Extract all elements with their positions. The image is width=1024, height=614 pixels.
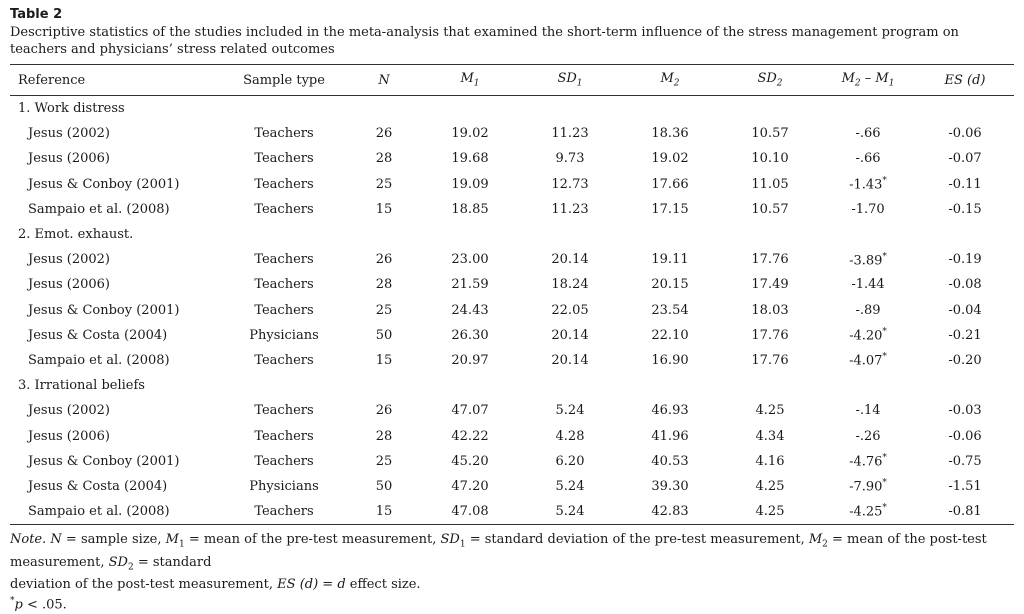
cell-effect-size: -0.07	[948, 151, 982, 167]
cell-n: 25	[375, 453, 393, 469]
cell-m1: 42.22	[451, 428, 489, 444]
table-body	[10, 96, 1014, 525]
cell-m2: 19.11	[651, 252, 689, 268]
cell-sd1: 5.24	[555, 478, 585, 494]
header-m1: $M_1$	[420, 65, 520, 96]
cell-effect-size: -1.51	[948, 478, 982, 494]
cell-effect-size: -0.75	[948, 453, 982, 469]
cell-effect-size: -0.08	[948, 277, 982, 293]
cell-effect-size: -0.20	[948, 352, 982, 368]
cell-reference: Jesus & Conboy (2001)	[28, 302, 180, 318]
table-row	[10, 348, 1014, 373]
cell-effect-size: -0.06	[948, 428, 982, 444]
cell-sd2: 4.25	[755, 478, 785, 494]
cell-sd1: 20.14	[551, 252, 589, 268]
cell-sd2: 11.05	[751, 176, 789, 192]
cell-sd2: 17.49	[751, 277, 789, 293]
cell-m1: 19.09	[451, 176, 489, 192]
cell-sample-type: Teachers	[254, 302, 314, 318]
section-header-row	[10, 96, 1014, 122]
cell-reference: Sampaio et al. (2008)	[10, 499, 220, 525]
cell-sample-type: Teachers	[254, 453, 314, 469]
table-row	[10, 449, 1014, 474]
cell-reference: Sampaio et al. (2008)	[28, 201, 170, 217]
cell-reference: Jesus (2006)	[28, 151, 110, 167]
cell-m1: 18.85	[451, 201, 489, 217]
statistics-table	[10, 64, 1014, 525]
table-row	[10, 323, 1014, 348]
cell-m1: 24.43	[451, 302, 489, 318]
section-title: 1. Work distress	[18, 101, 125, 117]
table-row	[10, 247, 1014, 272]
cell-sd2: 4.25	[720, 499, 820, 525]
cell-m2: 18.36	[651, 126, 689, 142]
cell-m2-minus-m1: -4.76*	[849, 453, 887, 470]
significance-note: *p < .05.	[10, 596, 67, 613]
header-m2-minus-m1: $M_2 - M_1$	[820, 65, 916, 96]
cell-sd1: 11.23	[551, 201, 589, 217]
cell-sample-type: Teachers	[220, 499, 348, 525]
cell-sample-type: Teachers	[254, 176, 314, 192]
cell-m2-minus-m1: -.66	[855, 126, 881, 142]
note-line-1: Note. N = sample size, $M_1$ = mean of the pre-test measurement, $SD_1$ = standard deviation of the pre-test measurement, $M_2$ = mean of the post-test measurement, $SD_2$ = standard	[10, 532, 987, 573]
cell-sd1: 6.20	[555, 453, 585, 469]
cell-m2-minus-m1: -1.70	[851, 201, 885, 217]
cell-reference: Jesus & Costa (2004)	[28, 478, 168, 494]
cell-sample-type: Teachers	[254, 277, 314, 293]
cell-n: 28	[375, 151, 393, 167]
cell-effect-size: -0.04	[948, 302, 982, 318]
cell-m2: 17.66	[651, 176, 689, 192]
table-row	[10, 298, 1014, 323]
cell-m2-minus-m1: -.14	[855, 403, 881, 419]
table-label: Table 2	[10, 7, 63, 22]
cell-m2: 22.10	[651, 327, 689, 343]
cell-sd1: 20.14	[551, 327, 589, 343]
table-caption	[10, 6, 1014, 58]
table-row	[10, 272, 1014, 297]
cell-n: 15	[375, 201, 393, 217]
cell-n: 26	[375, 252, 393, 268]
cell-n: 28	[375, 428, 393, 444]
cell-m2: 23.54	[651, 302, 689, 318]
cell-sd2: 4.25	[755, 403, 785, 419]
cell-n: 50	[375, 327, 393, 343]
cell-m2-minus-m1: -3.89*	[849, 251, 887, 268]
cell-effect-size: -0.11	[948, 176, 982, 192]
cell-n: 15	[348, 499, 420, 525]
cell-reference: Sampaio et al. (2008)	[28, 352, 170, 368]
cell-m1: 23.00	[451, 252, 489, 268]
table-row	[10, 499, 1014, 525]
cell-m2-minus-m1: -1.43*	[849, 175, 887, 193]
header-row	[10, 65, 1014, 96]
cell-sd1: 18.24	[551, 277, 589, 293]
section-header-row	[10, 373, 1014, 398]
cell-m1: 19.68	[451, 151, 489, 167]
cell-m2: 17.15	[651, 201, 689, 217]
cell-sd2: 17.76	[751, 252, 789, 268]
cell-m1: 47.08	[420, 499, 520, 525]
cell-sd1: 9.73	[555, 151, 585, 167]
section-title: 3. Irrational beliefs	[18, 378, 145, 394]
table-row	[10, 423, 1014, 448]
cell-sample-type: Teachers	[254, 151, 314, 167]
section-header-row	[10, 222, 1014, 247]
cell-sample-type: Teachers	[254, 126, 314, 142]
cell-sample-type: Teachers	[254, 201, 314, 217]
cell-sd1: 5.24	[520, 499, 620, 525]
cell-m2: 46.93	[651, 403, 689, 419]
cell-n: 26	[375, 126, 393, 142]
header-m2: $M_2$	[620, 65, 720, 96]
cell-reference: Jesus & Costa (2004)	[28, 327, 168, 343]
cell-m1: 47.07	[451, 403, 489, 419]
cell-sample-type: Physicians	[249, 327, 319, 343]
cell-n: 50	[375, 478, 393, 494]
table-row	[10, 398, 1014, 423]
cell-m2-minus-m1: -.66	[855, 151, 881, 167]
section-title: 2. Emot. exhaust.	[18, 227, 134, 243]
cell-n: 25	[375, 176, 393, 192]
cell-sample-type: Teachers	[254, 352, 314, 368]
cell-sd2: 4.16	[755, 453, 785, 469]
cell-effect-size: -0.06	[948, 126, 982, 142]
cell-sd1: 4.28	[555, 428, 585, 444]
header-sd2: $SD_2$	[720, 65, 820, 96]
header-reference: Reference	[10, 65, 220, 96]
table-row	[10, 474, 1014, 499]
cell-n: 15	[375, 352, 393, 368]
header-effect-size: ES (d)	[916, 65, 1014, 96]
cell-sample-type: Teachers	[254, 428, 314, 444]
cell-m2: 40.53	[651, 453, 689, 469]
note-line-2: deviation of the post-test measurement, ES (d) = d effect size.	[10, 577, 421, 593]
cell-sd1: 11.23	[551, 126, 589, 142]
cell-sd1: 5.24	[555, 403, 585, 419]
cell-reference: Jesus & Conboy (2001)	[28, 176, 180, 192]
cell-sd2: 17.76	[751, 352, 789, 368]
cell-reference: Jesus & Conboy (2001)	[28, 453, 180, 469]
cell-m2-minus-m1: -1.44	[851, 277, 885, 293]
cell-sd2: 17.76	[751, 327, 789, 343]
cell-reference: Jesus (2002)	[28, 252, 110, 268]
cell-sample-type: Physicians	[249, 478, 319, 494]
header-n: N	[348, 65, 420, 96]
cell-reference: Jesus (2002)	[28, 126, 110, 142]
cell-m2-minus-m1: -.89	[855, 302, 881, 318]
cell-sd2: 10.10	[751, 151, 789, 167]
cell-m1: 21.59	[451, 277, 489, 293]
table-title: Descriptive statistics of the studies included in the meta-analysis that examined the short-term influence of the stress management program on teachers and physicians’ stress related outcomes	[10, 25, 959, 57]
cell-sd1: 12.73	[551, 176, 589, 192]
cell-m1: 45.20	[451, 453, 489, 469]
cell-sd1: 20.14	[551, 352, 589, 368]
cell-effect-size: -0.81	[916, 499, 1014, 525]
table-row	[10, 197, 1014, 222]
cell-reference: Jesus (2006)	[28, 277, 110, 293]
cell-m2: 39.30	[651, 478, 689, 494]
cell-effect-size: -0.21	[948, 327, 982, 343]
cell-n: 26	[375, 403, 393, 419]
cell-sample-type: Teachers	[254, 252, 314, 268]
cell-m2-minus-m1: -4.20*	[849, 327, 887, 344]
cell-effect-size: -0.03	[948, 403, 982, 419]
cell-m2: 16.90	[651, 352, 689, 368]
cell-effect-size: -0.15	[948, 201, 982, 217]
table-row	[10, 121, 1014, 146]
table-row	[10, 146, 1014, 171]
cell-m1: 19.02	[451, 126, 489, 142]
cell-m2: 20.15	[651, 277, 689, 293]
cell-m2: 41.96	[651, 428, 689, 444]
cell-reference: Jesus (2002)	[28, 403, 110, 419]
cell-sd2: 10.57	[751, 201, 789, 217]
cell-sd2: 4.34	[755, 428, 785, 444]
cell-effect-size: -0.19	[948, 252, 982, 268]
cell-sd1: 22.05	[551, 302, 589, 318]
cell-n: 28	[375, 277, 393, 293]
cell-sd2: 18.03	[751, 302, 789, 318]
cell-m1: 20.97	[451, 352, 489, 368]
cell-n: 25	[375, 302, 393, 318]
cell-m2-minus-m1: -7.90*	[849, 478, 887, 495]
table-note	[10, 531, 1014, 614]
header-sd1: $SD_1$	[520, 65, 620, 96]
cell-sample-type: Teachers	[254, 403, 314, 419]
cell-reference: Jesus (2006)	[28, 428, 110, 444]
cell-m1: 26.30	[451, 327, 489, 343]
cell-m2: 19.02	[651, 151, 689, 167]
header-sample-type: Sample type	[220, 65, 348, 96]
cell-m2-minus-m1: -4.25*	[820, 499, 916, 525]
cell-sd2: 10.57	[751, 126, 789, 142]
cell-m1: 47.20	[451, 478, 489, 494]
cell-m2-minus-m1: -.26	[855, 428, 881, 444]
cell-m2-minus-m1: -4.07*	[849, 352, 887, 369]
table-row	[10, 172, 1014, 197]
cell-m2: 42.83	[620, 499, 720, 525]
